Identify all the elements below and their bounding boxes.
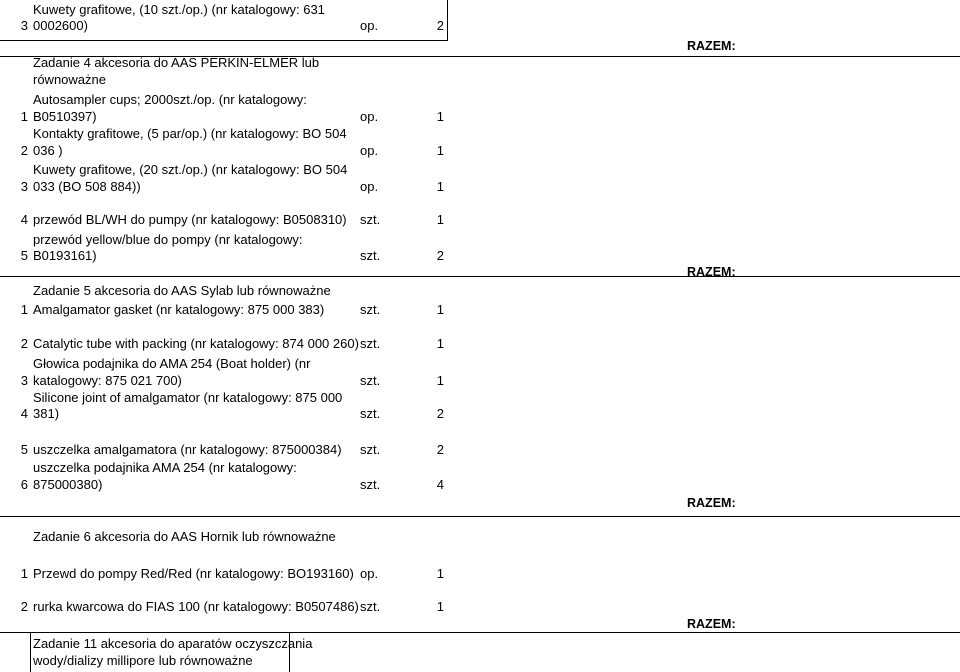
col-divider <box>30 632 31 672</box>
item-unit: szt. <box>360 373 381 388</box>
row-number: 1 <box>20 302 28 317</box>
razem-label: RAZEM: <box>687 39 736 53</box>
row-divider <box>0 40 448 41</box>
row-number: 2 <box>20 599 28 614</box>
item-description: Głowica podajnika do AMA 254 (Boat holder) (nr <box>33 356 311 371</box>
item-quantity: 2 <box>436 18 444 33</box>
item-unit: op. <box>360 143 379 158</box>
razem-label: RAZEM: <box>687 496 736 510</box>
item-unit: op. <box>360 566 379 581</box>
item-description: uszczelka podajnika AMA 254 (nr katalogowy: <box>33 460 297 475</box>
item-unit: szt. <box>360 248 381 263</box>
item-description: uszczelka amalgamatora (nr katalogowy: 875000384) <box>33 442 342 457</box>
item-unit: op. <box>360 109 379 124</box>
item-description: Kuwety grafitowe, (20 szt./op.) (nr katalogowy: BO 504 <box>33 162 348 177</box>
item-unit: szt. <box>360 442 381 457</box>
item-description: Catalytic tube with packing (nr katalogowy: 874 000 260) <box>33 336 359 351</box>
item-quantity: 1 <box>436 373 444 388</box>
row-number: 3 <box>20 18 28 33</box>
row-divider <box>0 276 960 277</box>
item-quantity: 1 <box>436 179 444 194</box>
item-description: katalogowy: 875 021 700) <box>33 373 182 388</box>
item-description: Amalgamator gasket (nr katalogowy: 875 000 383) <box>33 302 325 317</box>
item-description: 036 ) <box>33 143 63 158</box>
item-description: Kontakty grafitowe, (5 par/op.) (nr katalogowy: BO 504 <box>33 126 347 141</box>
section-heading: równoważne <box>33 72 106 87</box>
row-number: 3 <box>20 179 28 194</box>
item-unit: szt. <box>360 302 381 317</box>
item-description: Autosampler cups; 2000szt./op. (nr katalogowy: <box>33 92 307 107</box>
item-quantity: 1 <box>436 336 444 351</box>
item-quantity: 2 <box>436 248 444 263</box>
item-description: 875000380) <box>33 477 103 492</box>
item-description: Kuwety grafitowe, (10 szt./op.) (nr katalogowy: 631 <box>33 2 325 17</box>
item-unit: op. <box>360 179 379 194</box>
row-number: 6 <box>20 477 28 492</box>
row-number: 3 <box>20 373 28 388</box>
row-number: 5 <box>20 248 28 263</box>
row-divider <box>0 632 960 633</box>
item-quantity: 1 <box>436 143 444 158</box>
item-description: Przewd do pompy Red/Red (nr katalogowy: BO193160) <box>33 566 354 581</box>
item-quantity: 1 <box>436 599 444 614</box>
item-description: przewód yellow/blue do pompy (nr katalogowy: <box>33 232 303 247</box>
item-description: B0510397) <box>33 109 97 124</box>
item-unit: op. <box>360 18 379 33</box>
row-number: 5 <box>20 442 28 457</box>
item-unit: szt. <box>360 599 381 614</box>
section-heading: wody/dializy millipore lub równoważne <box>33 653 253 668</box>
row-number: 2 <box>20 143 28 158</box>
item-description: rurka kwarcowa do FIAS 100 (nr katalogowy: B0507486) <box>33 599 359 614</box>
row-number: 2 <box>20 336 28 351</box>
item-description: 0002600) <box>33 18 88 33</box>
item-description: 033 (BO 508 884)) <box>33 179 141 194</box>
item-unit: szt. <box>360 406 381 421</box>
item-unit: szt. <box>360 336 381 351</box>
item-description: przewód BL/WH do pumpy (nr katalogowy: B0508310) <box>33 212 347 227</box>
section-heading: Zadanie 11 akcesoria do aparatów oczyszczania <box>33 636 313 651</box>
item-quantity: 1 <box>436 302 444 317</box>
section-heading: Zadanie 5 akcesoria do AAS Sylab lub równoważne <box>33 283 331 298</box>
row-number: 4 <box>20 406 28 421</box>
item-unit: szt. <box>360 477 381 492</box>
item-quantity: 4 <box>436 477 444 492</box>
item-quantity: 2 <box>436 442 444 457</box>
item-description: Silicone joint of amalgamator (nr katalogowy: 875 000 <box>33 390 343 405</box>
row-number: 1 <box>20 109 28 124</box>
razem-label: RAZEM: <box>687 617 736 631</box>
row-number: 4 <box>20 212 28 227</box>
item-quantity: 1 <box>436 109 444 124</box>
col-divider <box>447 0 448 40</box>
section-heading: Zadanie 6 akcesoria do AAS Hornik lub równoważne <box>33 529 336 544</box>
section-heading: Zadanie 4 akcesoria do AAS PERKIN-ELMER lub <box>33 55 320 70</box>
item-description: 381) <box>33 406 60 421</box>
item-quantity: 2 <box>436 406 444 421</box>
item-quantity: 1 <box>436 566 444 581</box>
item-unit: szt. <box>360 212 381 227</box>
row-divider <box>0 516 960 517</box>
razem-label: RAZEM: <box>687 265 736 279</box>
row-number: 1 <box>20 566 28 581</box>
item-quantity: 1 <box>436 212 444 227</box>
item-description: B0193161) <box>33 248 97 263</box>
